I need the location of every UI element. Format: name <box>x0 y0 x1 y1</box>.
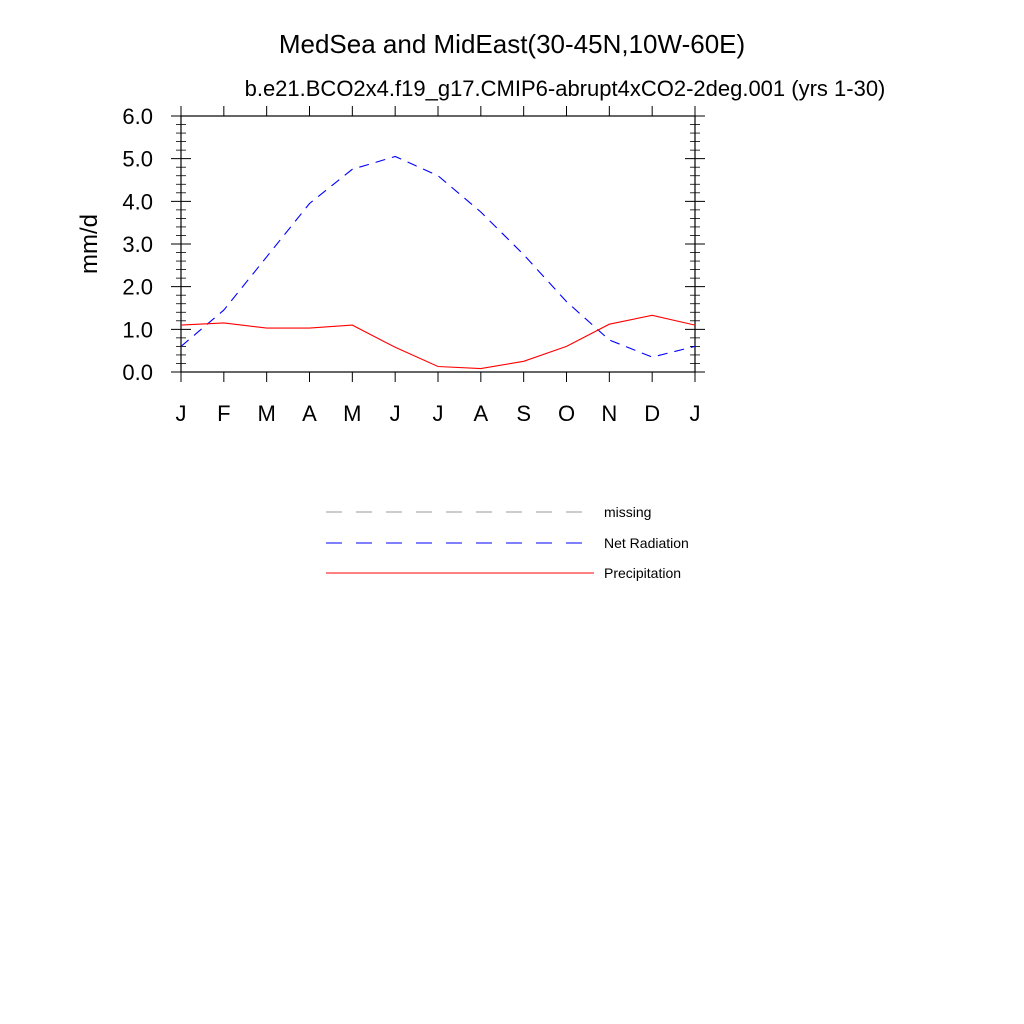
y-tick-label: 1.0 <box>122 317 153 343</box>
x-tick-label: D <box>644 401 661 426</box>
y-tick-label: 6.0 <box>122 104 153 129</box>
x-tick-label: J <box>432 401 444 426</box>
chart-subtitle: b.e21.BCO2x4.f19_g17.CMIP6-abrupt4xCO2-2deg.001 (yrs 1-30) <box>244 76 886 101</box>
x-tick-label: N <box>601 401 618 426</box>
series-line-precipitation <box>181 315 695 368</box>
y-tick-label: 2.0 <box>122 274 153 300</box>
legend-label: Precipitation <box>604 565 682 581</box>
x-tick-label: J <box>175 401 187 426</box>
y-tick-label: 5.0 <box>122 146 153 172</box>
y-axis-label: mm/d <box>76 214 103 274</box>
plot-frame <box>181 116 695 372</box>
x-tick-label: S <box>516 401 532 426</box>
series-layer <box>181 157 695 369</box>
x-tick-label: M <box>257 401 276 426</box>
axes <box>122 104 705 426</box>
x-tick-label: F <box>217 401 231 426</box>
x-tick-label: A <box>302 401 317 426</box>
y-tick-label: 4.0 <box>122 189 153 215</box>
y-tick-label: 3.0 <box>122 232 153 257</box>
x-tick-label: J <box>689 401 701 426</box>
x-tick-label: M <box>343 401 362 426</box>
legend-label: Net Radiation <box>604 535 689 551</box>
legend-label: missing <box>604 504 652 520</box>
y-tick-label: 0.0 <box>122 360 153 385</box>
x-tick-label: A <box>473 401 489 426</box>
chart-title: MedSea and MidEast(30-45N,10W-60E) <box>278 29 746 59</box>
x-tick-label: J <box>389 401 401 426</box>
legend <box>326 504 689 581</box>
x-tick-label: O <box>557 401 576 426</box>
